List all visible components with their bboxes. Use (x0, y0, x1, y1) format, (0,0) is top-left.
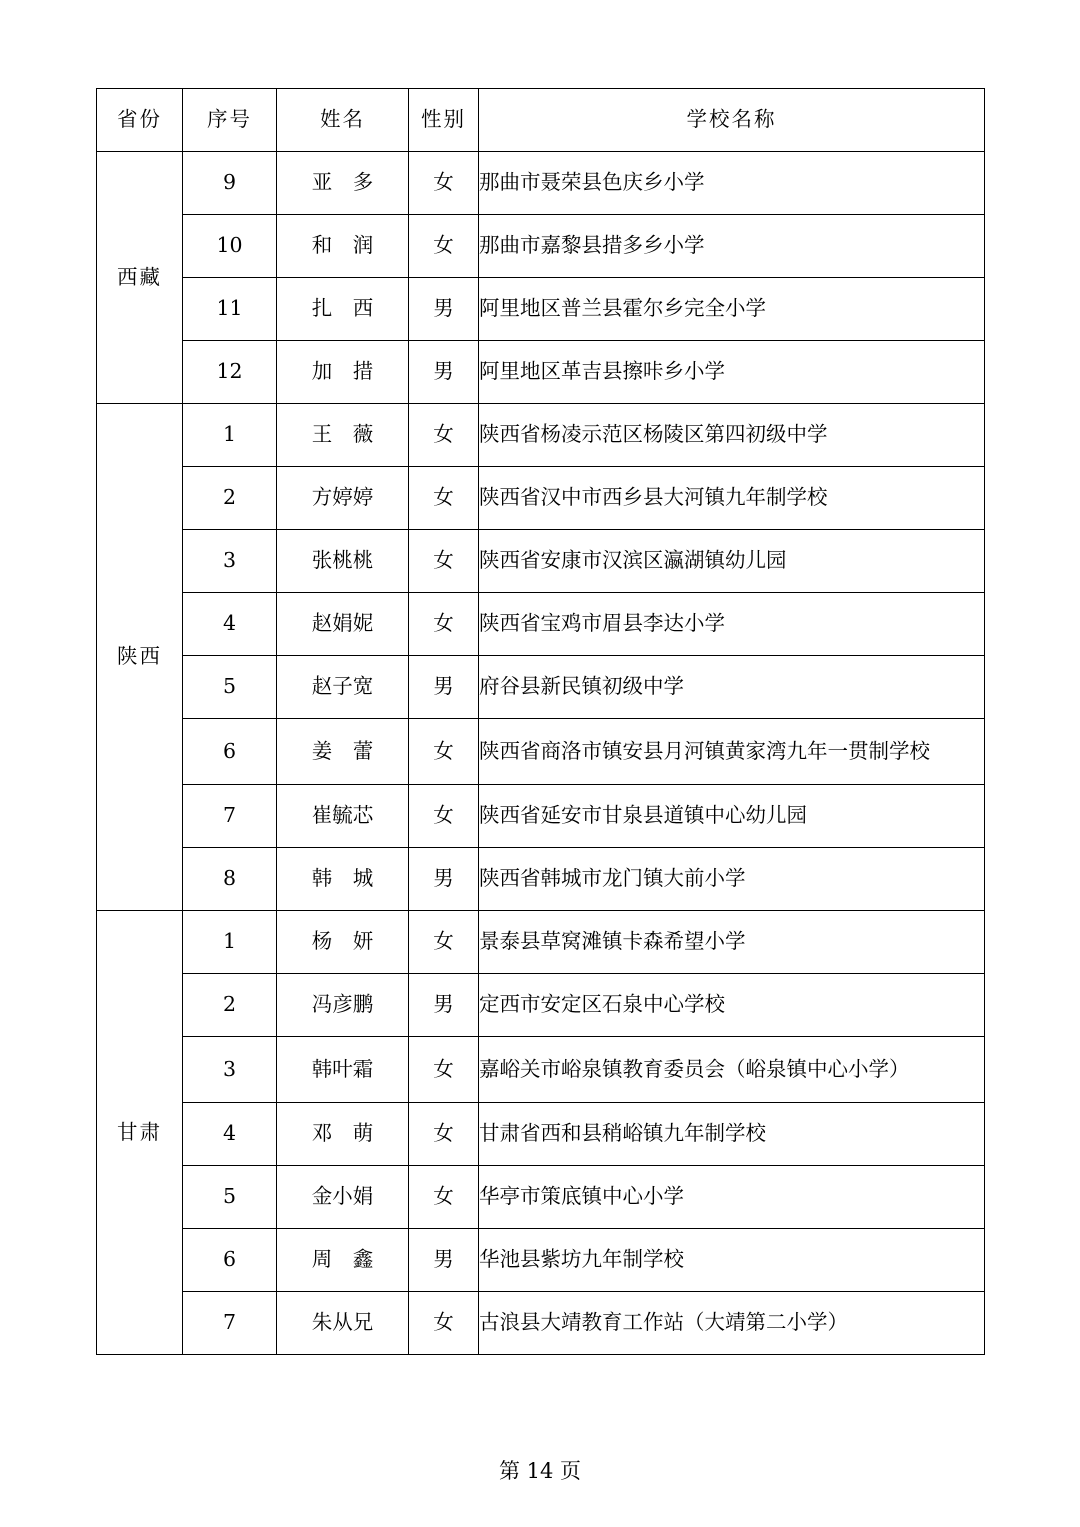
school-cell: 华池县紫坊九年制学校 (479, 1229, 985, 1292)
table-row (97, 467, 985, 530)
province-cell-gansu: 甘肃 (97, 911, 183, 1355)
name-cell: 扎 西 (277, 278, 409, 341)
column-header-name: 姓名 (277, 89, 409, 152)
index-cell: 1 (183, 404, 277, 467)
gender-cell: 女 (409, 1103, 479, 1166)
gender-cell: 女 (409, 911, 479, 974)
school-cell: 陕西省宝鸡市眉县李达小学 (479, 593, 985, 656)
column-header-gender: 性别 (409, 89, 479, 152)
table-row (97, 974, 985, 1037)
name-cell: 和 润 (277, 215, 409, 278)
index-cell: 7 (183, 1292, 277, 1355)
name-cell: 韩叶霜 (277, 1037, 409, 1103)
name-cell: 赵子宽 (277, 656, 409, 719)
table-body (97, 152, 985, 1355)
gender-cell: 男 (409, 1229, 479, 1292)
column-header-index: 序号 (183, 89, 277, 152)
index-cell: 2 (183, 467, 277, 530)
name-cell: 张桃桃 (277, 530, 409, 593)
gender-cell: 女 (409, 215, 479, 278)
index-cell: 6 (183, 1229, 277, 1292)
name-cell: 韩 城 (277, 848, 409, 911)
table-row (97, 785, 985, 848)
teacher-roster-table (96, 88, 985, 1355)
school-cell: 府谷县新民镇初级中学 (479, 656, 985, 719)
table-row (97, 1292, 985, 1355)
school-cell: 陕西省汉中市西乡县大河镇九年制学校 (479, 467, 985, 530)
gender-cell: 男 (409, 848, 479, 911)
index-cell: 9 (183, 152, 277, 215)
table-row (97, 152, 985, 215)
index-cell: 7 (183, 785, 277, 848)
index-cell: 2 (183, 974, 277, 1037)
name-cell: 崔毓芯 (277, 785, 409, 848)
gender-cell: 男 (409, 974, 479, 1037)
index-cell: 12 (183, 341, 277, 404)
school-cell: 那曲市聂荣县色庆乡小学 (479, 152, 985, 215)
name-cell: 亚 多 (277, 152, 409, 215)
table-row (97, 215, 985, 278)
gender-cell: 女 (409, 1166, 479, 1229)
table-row (97, 656, 985, 719)
school-cell: 阿里地区普兰县霍尔乡完全小学 (479, 278, 985, 341)
index-cell: 1 (183, 911, 277, 974)
gender-cell: 男 (409, 341, 479, 404)
index-cell: 10 (183, 215, 277, 278)
name-cell: 冯彦鹏 (277, 974, 409, 1037)
name-cell: 金小娟 (277, 1166, 409, 1229)
index-cell: 3 (183, 530, 277, 593)
index-cell: 5 (183, 1166, 277, 1229)
index-cell: 5 (183, 656, 277, 719)
index-cell: 4 (183, 593, 277, 656)
name-cell: 赵娟妮 (277, 593, 409, 656)
province-cell-xizang: 西藏 (97, 152, 183, 404)
index-cell: 8 (183, 848, 277, 911)
table-row (97, 278, 985, 341)
table-header (97, 89, 985, 152)
column-header-province: 省份 (97, 89, 183, 152)
gender-cell: 女 (409, 785, 479, 848)
school-cell: 定西市安定区石泉中心学校 (479, 974, 985, 1037)
table-row (97, 911, 985, 974)
index-cell: 3 (183, 1037, 277, 1103)
table-row (97, 1037, 985, 1103)
table-row (97, 848, 985, 911)
table-row (97, 341, 985, 404)
name-cell: 方婷婷 (277, 467, 409, 530)
gender-cell: 女 (409, 404, 479, 467)
gender-cell: 男 (409, 278, 479, 341)
table-row (97, 719, 985, 785)
gender-cell: 女 (409, 152, 479, 215)
school-cell: 华亭市策底镇中心小学 (479, 1166, 985, 1229)
table-row (97, 1166, 985, 1229)
school-cell: 阿里地区革吉县擦咔乡小学 (479, 341, 985, 404)
school-cell: 陕西省延安市甘泉县道镇中心幼儿园 (479, 785, 985, 848)
table-row (97, 530, 985, 593)
school-cell: 甘肃省西和县稍峪镇九年制学校 (479, 1103, 985, 1166)
name-cell: 加 措 (277, 341, 409, 404)
province-cell-shaanxi: 陕西 (97, 404, 183, 911)
column-header-school: 学校名称 (479, 89, 985, 152)
index-cell: 6 (183, 719, 277, 785)
gender-cell: 女 (409, 1037, 479, 1103)
table-row (97, 1229, 985, 1292)
table-row (97, 593, 985, 656)
school-cell: 景泰县草窝滩镇卡森希望小学 (479, 911, 985, 974)
page-number: 第 14 页 (498, 1459, 582, 1483)
gender-cell: 女 (409, 719, 479, 785)
index-cell: 4 (183, 1103, 277, 1166)
school-cell: 古浪县大靖教育工作站（大靖第二小学） (479, 1292, 985, 1355)
school-cell: 那曲市嘉黎县措多乡小学 (479, 215, 985, 278)
gender-cell: 女 (409, 467, 479, 530)
name-cell: 邓 萌 (277, 1103, 409, 1166)
index-cell: 11 (183, 278, 277, 341)
school-cell: 陕西省韩城市龙门镇大前小学 (479, 848, 985, 911)
gender-cell: 女 (409, 1292, 479, 1355)
table-row (97, 404, 985, 467)
name-cell: 杨 妍 (277, 911, 409, 974)
name-cell: 姜 蕾 (277, 719, 409, 785)
name-cell: 朱从兄 (277, 1292, 409, 1355)
gender-cell: 男 (409, 656, 479, 719)
gender-cell: 女 (409, 593, 479, 656)
school-cell: 嘉峪关市峪泉镇教育委员会（峪泉镇中心小学） (479, 1037, 985, 1103)
name-cell: 王 薇 (277, 404, 409, 467)
table-row (97, 1103, 985, 1166)
school-cell: 陕西省杨凌示范区杨陵区第四初级中学 (479, 404, 985, 467)
name-cell: 周 鑫 (277, 1229, 409, 1292)
school-cell: 陕西省商洛市镇安县月河镇黄家湾九年一贯制学校 (479, 719, 985, 785)
gender-cell: 女 (409, 530, 479, 593)
school-cell: 陕西省安康市汉滨区瀛湖镇幼儿园 (479, 530, 985, 593)
